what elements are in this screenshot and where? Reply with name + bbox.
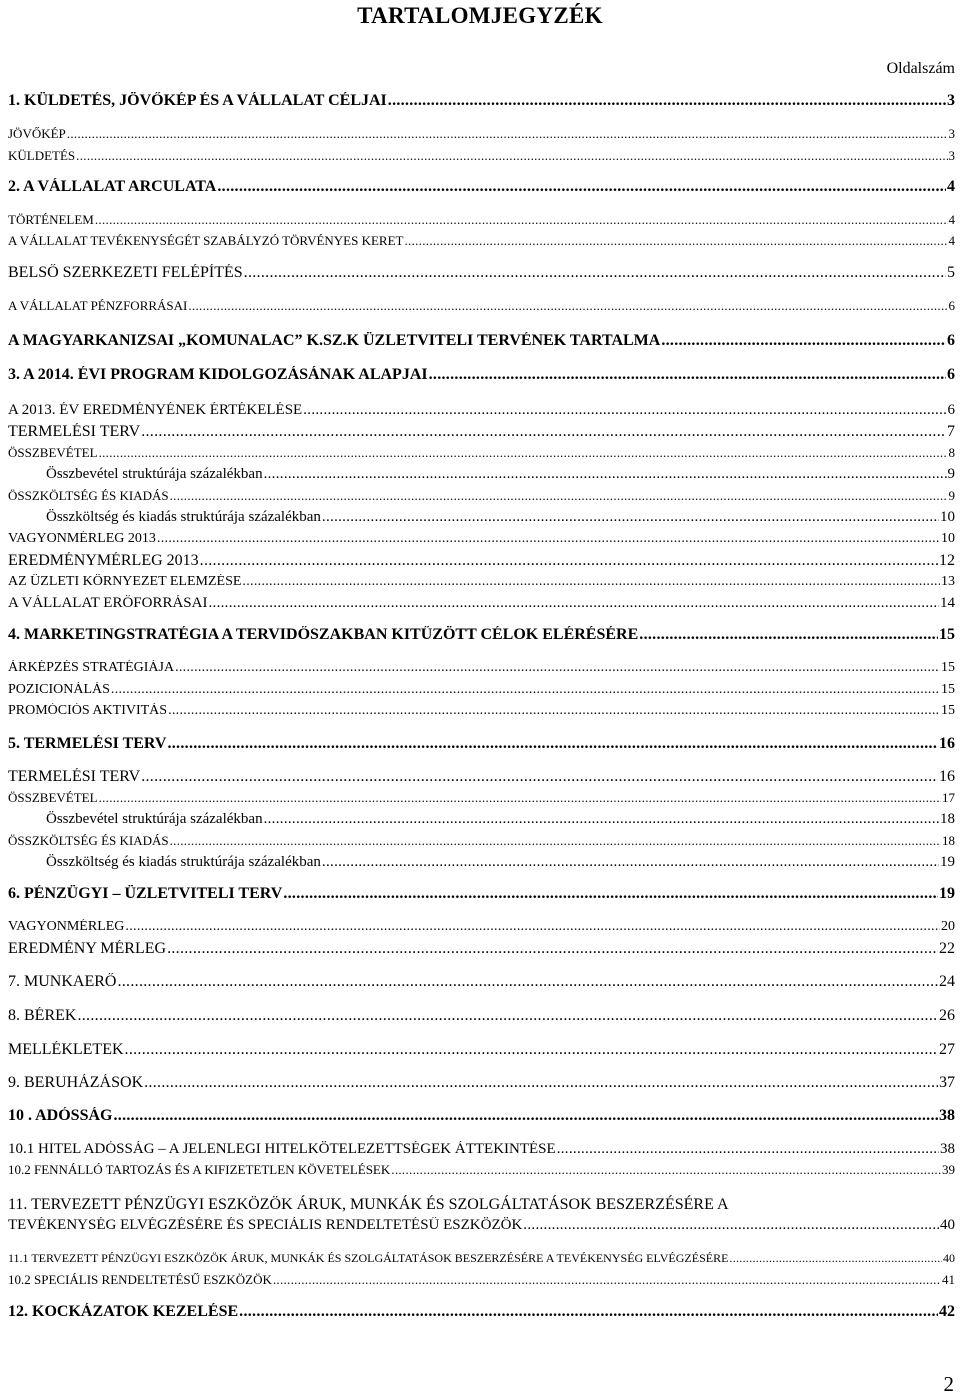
toc-entry[interactable]: 9. BERUHÁZÁSOK ..... 37 [8,1074,955,1096]
toc-entry[interactable]: EREDMÉNYMÉRLEG 2013 ..... 12 [8,552,955,574]
toc-entry[interactable]: MELLÉKLETEK ..... 27 [8,1041,955,1063]
toc-entry[interactable]: 4. MARKETINGSTRATÉGIA A TERVIDŐSZAKBAN KITŰZÖTT CÉLOK ELÉRÉSÉRE ..... 15 [8,626,955,648]
toc-entry[interactable]: 5. TERMELÉSI TERV ..... 16 [8,735,955,757]
toc-entry[interactable]: 2. A VÁLLALAT ARCULATA ..... 4 [8,178,955,200]
toc-entry[interactable]: A VÁLLALAT TEVÉKENYSÉGÉT SZABÁLYZÓ TÖRVÉNYES KERET ..... 4 [8,233,955,255]
toc-entry[interactable]: Összköltség és kiadás struktúrája százalékban ..... 10 [8,509,955,531]
toc-entry[interactable]: TÖRTÉNELEM ..... 4 [8,212,955,234]
toc-entry[interactable]: EREDMÉNY MÉRLEG ..... 22 [8,940,955,962]
toc-entry[interactable]: TERMELÉSI TERV ..... 16 [8,768,955,790]
toc-entry[interactable]: BELSŐ SZERKEZETI FELÉPÍTÉS ..... 5 [8,264,955,286]
toc-entry[interactable]: ÖSSZBEVÉTEL ..... 8 [8,445,955,467]
toc-entry[interactable]: VAGYONMÉRLEG 2013 ..... 10 [8,531,955,553]
toc-entry[interactable]: POZICIONÁLÁS ..... 15 [8,682,955,704]
toc-entry[interactable]: PROMÓCIÓS AKTIVITÁS ..... 15 [8,703,955,725]
toc-entry-11-first-line[interactable]: 11. TERVEZETT PÉNZÜGYI ESZKÖZÖK ÁRUK, MUNKÁK ÉS SZOLGÁLTATÁSOK BESZERZÉSÉRE A [8,1196,729,1213]
toc-entry[interactable]: A MAGYARKANIZSAI „KOMUNALAC” K.SZ.K ÜZLETVITELI TERVÉNEK TARTALMA ..... 6 [8,332,955,354]
toc-entry[interactable]: A VÁLLALAT PÉNZFORRÁSAI ..... 6 [8,298,955,320]
toc-entry[interactable]: 10.1 HITEL ADÓSSÁG – A JELENLEGI HITELKÖTELEZETTSÉGEK ÁTTEKINTÉSE ..... 38 [8,1141,955,1163]
toc-entry[interactable]: 7. MUNKAERŐ ..... 24 [8,973,955,995]
page-column-label: Oldalszám [886,60,955,77]
toc-entry[interactable]: ÖSSZKÖLTSÉG ÉS KIADÁS ..... 9 [8,488,955,510]
toc-entry[interactable]: Összbevétel struktúrája százalékban ..... 18 [8,811,955,833]
document-title: TARTALOMJEGYZÉK [357,3,603,28]
toc-entry[interactable]: 1. KÜLDETÉS, JÖVŐKÉP ÉS A VÁLLALAT CÉLJAI ..... 3 [8,92,955,114]
toc-entry[interactable]: 8. BÉREK ..... 26 [8,1007,955,1029]
page-number: 2 [943,1372,954,1396]
toc-entry[interactable]: JÖVŐKÉP ..... 3 [8,126,955,148]
toc-entry[interactable]: 3. A 2014. ÉVI PROGRAM KIDOLGOZÁSÁNAK ALAPJAI ..... 6 [8,366,955,388]
toc-entry[interactable]: 12. KOCKÁZATOK KEZELÉSE ..... 42 [8,1303,955,1325]
toc-entry[interactable]: A VÁLLALAT ERŐFORRÁSAI ..... 14 [8,595,955,617]
toc-entry[interactable]: ÁRKÉPZÉS STRATÉGIÁJA ..... 15 [8,660,955,682]
toc-entry[interactable]: TEVÉKENYSÉG ELVÉGZÉSÉRE ÉS SPECIÁLIS RENDELTETÉSŰ ESZKÖZÖK ..... 40 [8,1217,955,1239]
toc-entry[interactable]: A 2013. ÉV EREDMÉNYÉNEK ÉRTÉKELÉSE ..... 6 [8,402,955,424]
toc-entry[interactable]: ÖSSZKÖLTSÉG ÉS KIADÁS ..... 18 [8,833,955,855]
toc-entry[interactable]: 6. PÉNZÜGYI – ÜZLETVITELI TERV ..... 19 [8,885,955,907]
toc-entry[interactable]: 10 . ADÓSSÁG ..... 38 [8,1107,955,1129]
toc-entry[interactable]: KÜLDETÉS ..... 3 [8,148,955,170]
toc-entry[interactable]: Összbevétel struktúrája százalékban ..... 9 [8,466,955,488]
toc-entry[interactable]: 10.2 SPECIÁLIS RENDELTETÉSŰ ESZKÖZÖK ..... 41 [8,1272,955,1294]
toc-entry[interactable]: TERMELÉSI TERV ..... 7 [8,423,955,445]
toc-entry[interactable]: ÖSSZBEVÉTEL ..... 17 [8,790,955,812]
toc-entry[interactable]: Összköltség és kiadás struktúrája százalékban ..... 19 [8,854,955,876]
toc-entry[interactable]: 10.2 FENNÁLLÓ TARTOZÁS ÉS A KIFIZETETLEN KÖVETELÉSEK ..... 39 [8,1162,955,1184]
toc-entry[interactable]: 11.1 TERVEZETT PÉNZÜGYI ESZKÖZÖK ÁRUK, MUNKÁK ÉS SZOLGÁLTATÁSOK BESZERZÉSÉRE A TEVÉKENYSÉG ELVÉGZÉSÉRE ..... 40 [8,1251,955,1273]
toc-entry[interactable]: VAGYONMÉRLEG ..... 20 [8,919,955,941]
toc-entry[interactable]: AZ ÜZLETI KÖRNYEZET ELEMZÉSE ..... 13 [8,574,955,596]
